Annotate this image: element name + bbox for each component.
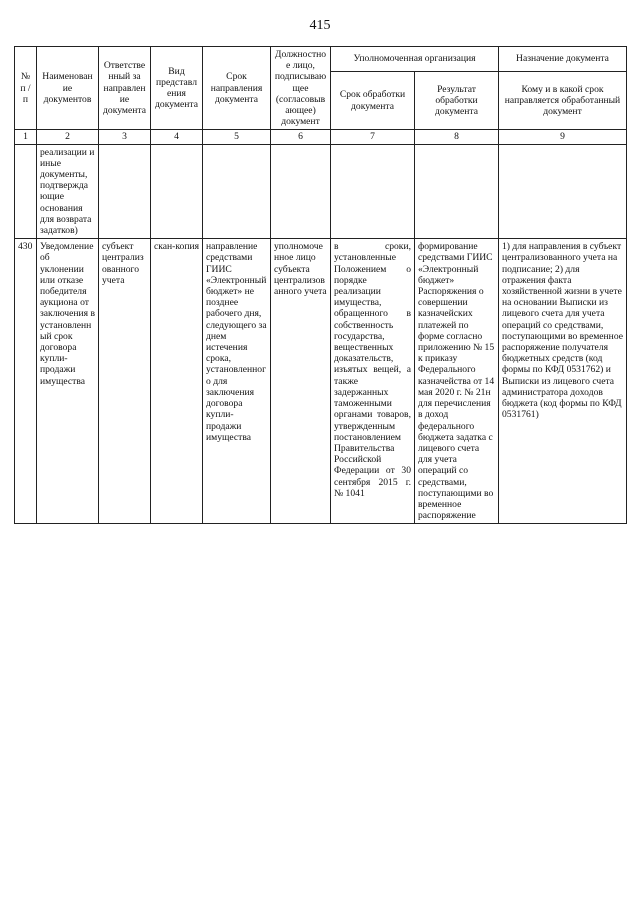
document-table-wrapper <box>14 46 626 524</box>
header-col7: Срок обработки документа <box>331 71 415 130</box>
continuation-col1 <box>15 144 37 239</box>
continuation-col6 <box>271 144 331 239</box>
continuation-col5 <box>203 144 271 239</box>
column-number: 1 <box>15 130 37 144</box>
column-number-row <box>15 130 627 144</box>
document-name: Уведомление об уклонении или отказе победителя аукциона от заключения в установленный срок договора купли-продажи имущества <box>37 239 99 524</box>
header-col2: Наименование документов <box>37 47 99 130</box>
column-number: 7 <box>331 130 415 144</box>
header-col5: Срок направления документа <box>203 47 271 130</box>
header-col6: Должностное лицо, подписывающее (согласовывающее) документ <box>271 47 331 130</box>
continuation-col4 <box>151 144 203 239</box>
continuation-col2: реализации и иные документы, подтверждающие основания для возврата задатков) <box>37 144 99 239</box>
column-number: 5 <box>203 130 271 144</box>
column-number: 9 <box>499 130 627 144</box>
processing-result: формирование средствами ГИИС «Электронный бюджет» Распоряжения о совершении казначейских платежей по форме согласно приложению № 15 к приказу Федерального казначейства от 14 мая 2020 г. № 21н для перечисления в доход федерального бюджета задатка с лицевого счета для учета операций со средствами, поступающими во временное распоряжение <box>415 239 499 524</box>
signing-official: уполномоченное лицо субъекта централизованного учета <box>271 239 331 524</box>
document-table <box>14 46 627 524</box>
column-number: 6 <box>271 130 331 144</box>
continuation-row <box>15 144 627 239</box>
header-col3: Ответственный за направление документа <box>99 47 151 130</box>
continuation-col8 <box>415 144 499 239</box>
continuation-col7 <box>331 144 415 239</box>
submission-deadline: направление средствами ГИИС «Электронный бюджет» не позднее рабочего дня, следующего за днем истечения срока, установленного для заключения договора купли-продажи имущества <box>203 239 271 524</box>
header-col1: № п / п <box>15 47 37 130</box>
processing-deadline: в сроки, установленные Положением о порядке реализации имущества, обращенного в собственность государства, вещественных доказательств, изъятых вещей, а также задержанных таможенными органами товаров, утвержденным постановлением Правительства Российской Федерации от 30 сентября 2015 г. № 1041 <box>331 239 415 524</box>
row-number: 430 <box>15 239 37 524</box>
continuation-col9 <box>499 144 627 239</box>
page-number: 415 <box>309 18 331 33</box>
table-row-430 <box>15 239 627 524</box>
header-col4: Вид представления документа <box>151 47 203 130</box>
responsible-party: субъект централизованного учета <box>99 239 151 524</box>
document-destination: 1) для направления в субъект централизованного учета на подписание; 2) для отражения факта хозяйственной жизни в учете на основании Выписки из лицевого счета для учета операций со средствами, поступающими во временное распоряжение получателя бюджетных средств (код формы по КФД 0531762) и Выписки из лицевого счета администратора доходов бюджета (код формы по КФД 0531761) <box>499 239 627 524</box>
column-number: 4 <box>151 130 203 144</box>
continuation-col3 <box>99 144 151 239</box>
header-group-organization: Уполномоченная организация <box>331 47 499 72</box>
submission-type: скан-копия <box>151 239 203 524</box>
header-col9-group: Назначение документа <box>499 47 627 72</box>
column-number: 3 <box>99 130 151 144</box>
header-col9: Кому и в какой срок направляется обработанный документ <box>499 71 627 130</box>
header-row-1 <box>15 47 627 72</box>
column-number: 8 <box>415 130 499 144</box>
column-number: 2 <box>37 130 99 144</box>
header-col8: Результат обработки документа <box>415 71 499 130</box>
